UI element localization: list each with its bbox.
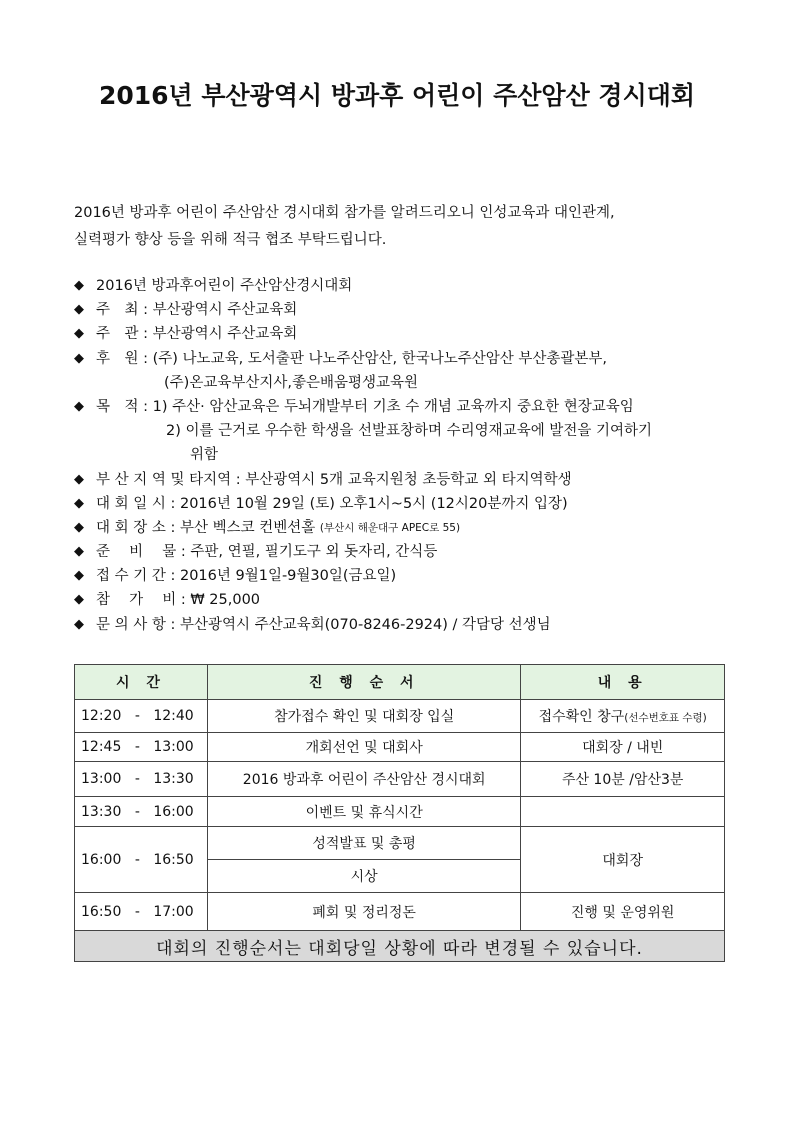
diamond-icon: ◆ [74,302,84,318]
content-cell: 대회장 / 내빈 [521,733,725,762]
table-row [75,733,725,762]
header-content: 내 용 [521,665,725,700]
program-cell: 개회선언 및 대회사 [207,733,520,762]
time-cell: 12:20 - 12:40 [75,700,208,733]
diamond-icon: ◆ [74,278,84,293]
intro-line: 실력평가 향상 등을 위해 적극 협조 부탁드립니다. [74,232,387,248]
diamond-icon: ◆ [74,592,84,608]
info-venue: ◆ 대 회 장 소 : 부산 벡스코 컨벤션홀 (부산시 해운대구 APEC로 55) [74,516,754,540]
program-cell: 성적발표 및 총평 [207,827,520,860]
info-registration: ◆ 접 수 기 간 : 2016년 9월1일-9월30일(금요일) [74,564,754,588]
info-contact: ◆ 문 의 사 항 : 부산광역시 주산교육회(070-8246-2924) / 각담당 선생님 [74,613,754,637]
table-header-row [75,665,725,700]
program-cell: 시상 [207,860,520,893]
info-purpose-cont: 2) 이를 근거로 우수한 학생을 선발표창하며 수리영재교육에 발전을 기여하기 [166,423,652,440]
time-cell: 13:30 - 16:00 [75,797,208,827]
table-row [75,893,725,931]
diamond-icon: ◆ [74,495,84,511]
time-cell: 13:00 - 13:30 [75,762,208,797]
diamond-icon: ◆ [74,350,84,366]
content-cell: 주산 10분 /암산3분 [521,762,725,797]
intro-paragraph [74,200,734,254]
table-footer-row [75,931,725,962]
info-prep: ◆ 준 비 물 : 주판, 연필, 필기도구 외 돗자리, 간식등 [74,540,754,564]
info-purpose: ◆ 목 적 : 1) 주산· 암산교육은 두뇌개발부터 기초 수 개념 교육까지 중요한 현장교육임 [74,395,754,419]
table-row [75,762,725,797]
info-region: ◆ 부 산 지 역 및 타지역 : 부산광역시 5개 교육지원청 초등학교 외 타지역학생 [74,468,754,492]
table-row [75,827,725,860]
schedule-note: 대회의 진행순서는 대회당일 상황에 따라 변경될 수 있습니다. [75,931,725,962]
content-cell [521,797,725,827]
diamond-icon: ◆ [74,568,84,584]
time-cell: 16:00 - 16:50 [75,827,208,893]
info-organizer: ◆ 주 관 : 부산광역시 주산교육회 [74,322,754,346]
diamond-icon: ◆ [74,398,84,414]
diamond-icon: ◆ [74,471,84,487]
header-time: 시 간 [75,665,208,700]
header-program: 진 행 순 서 [207,665,520,700]
diamond-icon: ◆ [74,616,84,632]
info-list [74,274,754,637]
program-cell: 참가접수 확인 및 대회장 입실 [207,700,520,733]
schedule-table [74,664,725,962]
time-cell: 12:45 - 13:00 [75,733,208,762]
content-cell: 진행 및 운영위원 [521,893,725,931]
program-cell: 이벤트 및 휴식시간 [207,797,520,827]
info-date: ◆ 대 회 일 시 : 2016년 10월 29일 (토) 오후1시~5시 (12시20분까지 입장) [74,492,754,516]
info-purpose-cont: 위함 [190,447,219,464]
content-cell: 대회장 [521,827,725,893]
program-cell: 2016 방과후 어린이 주산암산 경시대회 [207,762,520,797]
info-event: ◆ 2016년 방과후어린이 주산암산경시대회 [74,274,754,298]
diamond-icon: ◆ [74,544,84,560]
diamond-icon: ◆ [74,519,84,535]
table-row [75,797,725,827]
time-cell: 16:50 - 17:00 [75,893,208,931]
table-row [75,700,725,733]
info-sponsor: ◆ 후 원 : (주) 나노교육, 도서출판 나노주산암산, 한국나노주산암산 부산총괄본부, [74,347,754,371]
intro-line: 2016년 방과후 어린이 주산암산 경시대회 참가를 알려드리오니 인성교육과 대인관계, [74,205,615,221]
content-cell: 접수확인 창구(선수번호표 수령) [521,700,725,733]
info-sponsor-cont: (주)온교육부산지사,좋은배움평생교육원 [164,374,419,391]
program-cell: 폐회 및 정리정돈 [207,893,520,931]
page-title: 2016년 부산광역시 방과후 어린이 주산암산 경시대회 [98,81,696,110]
info-fee: ◆ 참 가 비 : ₩ 25,000 [74,588,754,612]
info-host: ◆ 주 최 : 부산광역시 주산교육회 [74,298,754,322]
diamond-icon: ◆ [74,326,84,342]
